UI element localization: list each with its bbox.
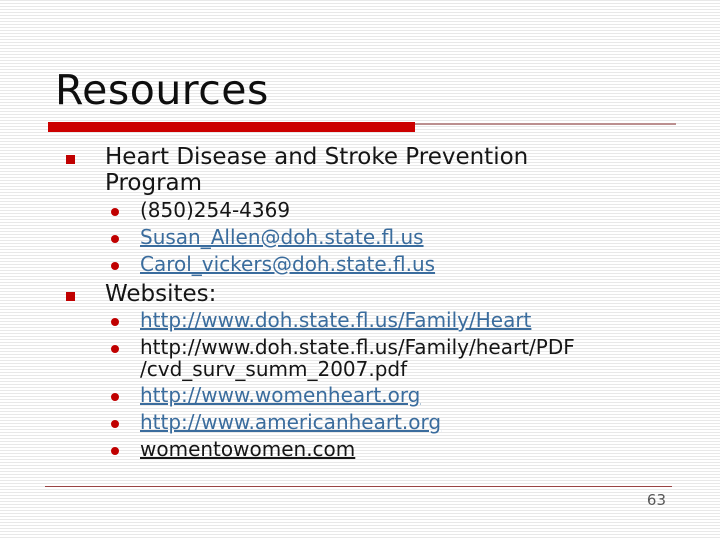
bullet-square-icon bbox=[66, 292, 75, 301]
url-link-familyheart[interactable]: http://www.doh.state.fl.us/Family/Heart bbox=[140, 308, 532, 332]
title-accent-line bbox=[415, 123, 676, 125]
slide-title: Resources bbox=[55, 66, 269, 114]
title-accent-bar bbox=[48, 122, 415, 132]
sub-bullet-text bbox=[140, 336, 680, 380]
bullet-text bbox=[105, 144, 665, 196]
bullet-dot-icon bbox=[111, 447, 119, 455]
bullet-dot-icon bbox=[111, 235, 119, 243]
bullet-dot-icon bbox=[111, 345, 119, 353]
sub-bullet-text bbox=[140, 384, 680, 406]
url-text-line: http://www.doh.state.fl.us/Family/heart/PDF bbox=[140, 335, 575, 359]
url-link-americanheart[interactable]: http://www.americanheart.org bbox=[140, 410, 442, 434]
sub-bullet-text bbox=[140, 411, 680, 433]
bullet-dot-icon bbox=[111, 262, 119, 270]
bullet-text-line: Heart Disease and Stroke Prevention bbox=[105, 144, 529, 170]
bullet-text-line: Websites: bbox=[105, 281, 217, 307]
bullet-square-icon bbox=[66, 155, 75, 164]
sub-bullet-text bbox=[140, 199, 680, 221]
bullet-text bbox=[105, 281, 665, 307]
footer-rule bbox=[45, 486, 672, 487]
url-text-womentowomen: womentowomen.com bbox=[140, 437, 356, 461]
bullet-dot-icon bbox=[111, 208, 119, 216]
page-number: 63 bbox=[646, 491, 666, 509]
bullet-dot-icon bbox=[111, 420, 119, 428]
sub-bullet-text bbox=[140, 253, 680, 275]
email-link-susan[interactable]: Susan_Allen@doh.state.fl.us bbox=[140, 225, 424, 249]
bullet-dot-icon bbox=[111, 318, 119, 326]
url-text-line: /cvd_surv_summ_2007.pdf bbox=[140, 357, 408, 381]
bullet-text-line: Program bbox=[105, 170, 203, 196]
phone-number: (850)254-4369 bbox=[140, 198, 291, 222]
sub-bullet-text bbox=[140, 309, 680, 331]
sub-bullet-text bbox=[140, 438, 680, 460]
url-link-womenheart[interactable]: http://www.womenheart.org bbox=[140, 383, 421, 407]
email-link-carol[interactable]: Carol_vickers@doh.state.fl.us bbox=[140, 252, 436, 276]
sub-bullet-text bbox=[140, 226, 680, 248]
bullet-dot-icon bbox=[111, 393, 119, 401]
